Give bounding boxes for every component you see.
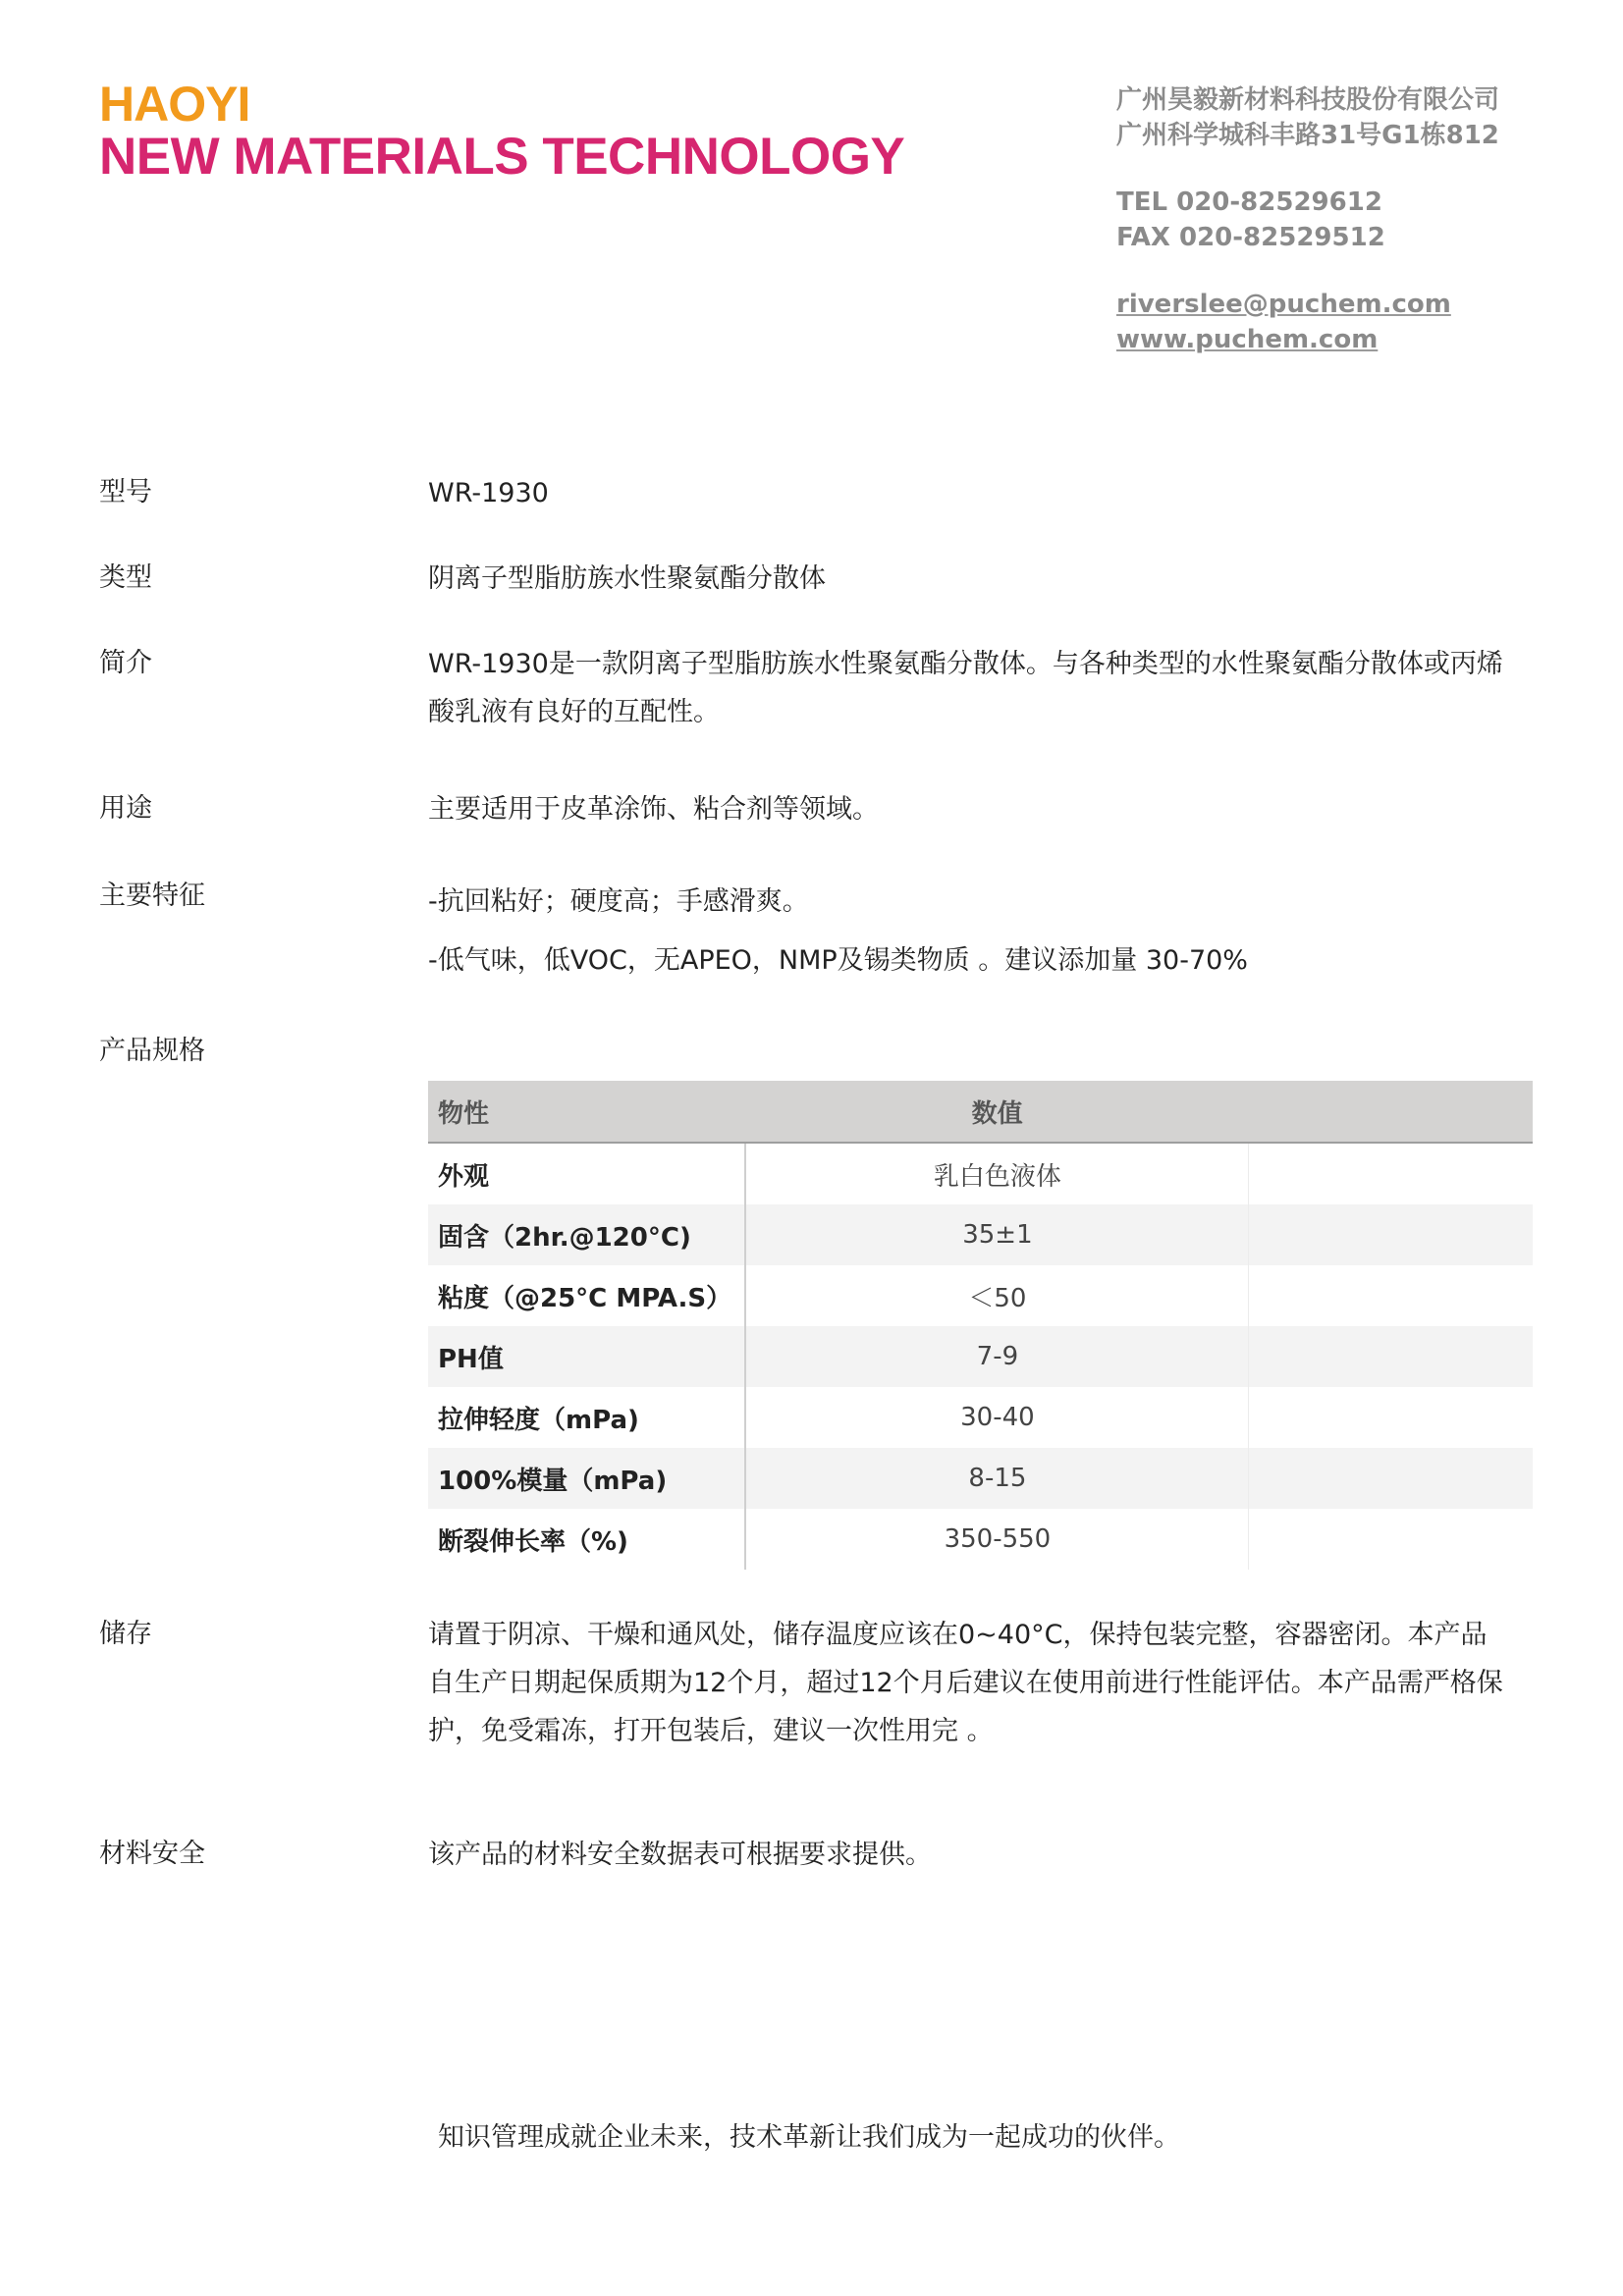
company-address: 广州科学城科丰路31号G1栋812: [1116, 121, 1499, 150]
feature-item: -低气味，低VOC，无APEO，NMP及锡类物质 。建议添加量 30-70%: [428, 945, 1248, 976]
spec-value: 7-9: [745, 1326, 1249, 1387]
model-label: 型号: [99, 477, 152, 507]
type-label: 类型: [99, 562, 152, 593]
storage-line: 自生产日期起保质期为12个月，超过12个月后建议在使用前进行性能评估。本产品需严格保: [428, 1668, 1503, 1698]
safety-label: 材料安全: [99, 1839, 205, 1869]
fax: FAX 020-82529512: [1116, 223, 1385, 252]
header-value: 数值: [745, 1081, 1249, 1143]
features-label: 主要特征: [99, 881, 205, 911]
company-name: 广州昊毅新材料科技股份有限公司: [1116, 85, 1500, 115]
header-empty: [1249, 1081, 1533, 1143]
feature-item: -抗回粘好；硬度高；手感滑爽。: [428, 886, 809, 917]
type-value: 阴离子型脂肪族水性聚氨酯分散体: [428, 563, 826, 594]
spec-value: 8-15: [745, 1448, 1249, 1509]
spec-value: 30-40: [745, 1387, 1249, 1448]
intro-text: [428, 640, 1532, 736]
spec-value: ＜50: [745, 1265, 1249, 1326]
spec-value: 乳白色液体: [745, 1143, 1249, 1204]
contact-block: [1116, 82, 1588, 357]
spec-property: PH值: [428, 1326, 745, 1387]
spec-property: 外观: [428, 1143, 745, 1204]
spec-table-header: [428, 1081, 1533, 1143]
table-row: [428, 1387, 1533, 1448]
table-row: [428, 1143, 1533, 1204]
intro-label: 简介: [99, 648, 152, 678]
brand-subtitle: NEW MATERIALS TECHNOLOGY: [99, 128, 905, 186]
spec-property: 固含（2hr.@120°C): [428, 1204, 745, 1265]
storage-line: 请置于阴凉、干燥和通风处，储存温度应该在0~40°C，保持包装完整，容器密闭。本产品: [428, 1620, 1488, 1650]
safety-value: 该产品的材料安全数据表可根据要求提供。: [428, 1840, 932, 1870]
spec-property: 拉伸轻度（mPa): [428, 1387, 745, 1448]
storage-label: 储存: [99, 1619, 152, 1649]
table-row: [428, 1204, 1533, 1265]
storage-line: 护，免受霜冻，打开包装后，建议一次性用完 。: [428, 1716, 994, 1746]
table-row: [428, 1448, 1533, 1509]
spec-table: [428, 1081, 1533, 1570]
website-link[interactable]: www.puchem.com: [1116, 325, 1379, 354]
table-row: [428, 1326, 1533, 1387]
email-link[interactable]: riverslee@puchem.com: [1116, 290, 1451, 319]
usage-value: 主要适用于皮革涂饰、粘合剂等领域。: [428, 794, 879, 825]
footer-slogan: 知识管理成就企业未来，技术革新让我们成为一起成功的伙伴。: [438, 2122, 1180, 2153]
table-row: [428, 1509, 1533, 1570]
intro-line: 酸乳液有良好的互配性。: [428, 697, 720, 727]
usage-label: 用途: [99, 793, 152, 824]
spec-property: 断裂伸长率（%): [428, 1509, 745, 1570]
brand-name: HAOYI: [99, 77, 250, 132]
model-value: WR-1930: [428, 478, 549, 508]
storage-text: [428, 1611, 1532, 1755]
table-row: [428, 1265, 1533, 1326]
telephone: TEL 020-82529612: [1116, 187, 1382, 217]
spec-value: 350-550: [745, 1509, 1249, 1570]
features-list: [428, 873, 1532, 990]
spec-property: 粘度（@25°C MPA.S）: [428, 1265, 745, 1326]
header-property: 物性: [428, 1081, 745, 1143]
specs-label: 产品规格: [99, 1036, 205, 1066]
intro-line: WR-1930是一款阴离子型脂肪族水性聚氨酯分散体。与各种类型的水性聚氨酯分散体或丙烯: [428, 649, 1503, 679]
spec-property: 100%模量（mPa): [428, 1448, 745, 1509]
spec-value: 35±1: [745, 1204, 1249, 1265]
